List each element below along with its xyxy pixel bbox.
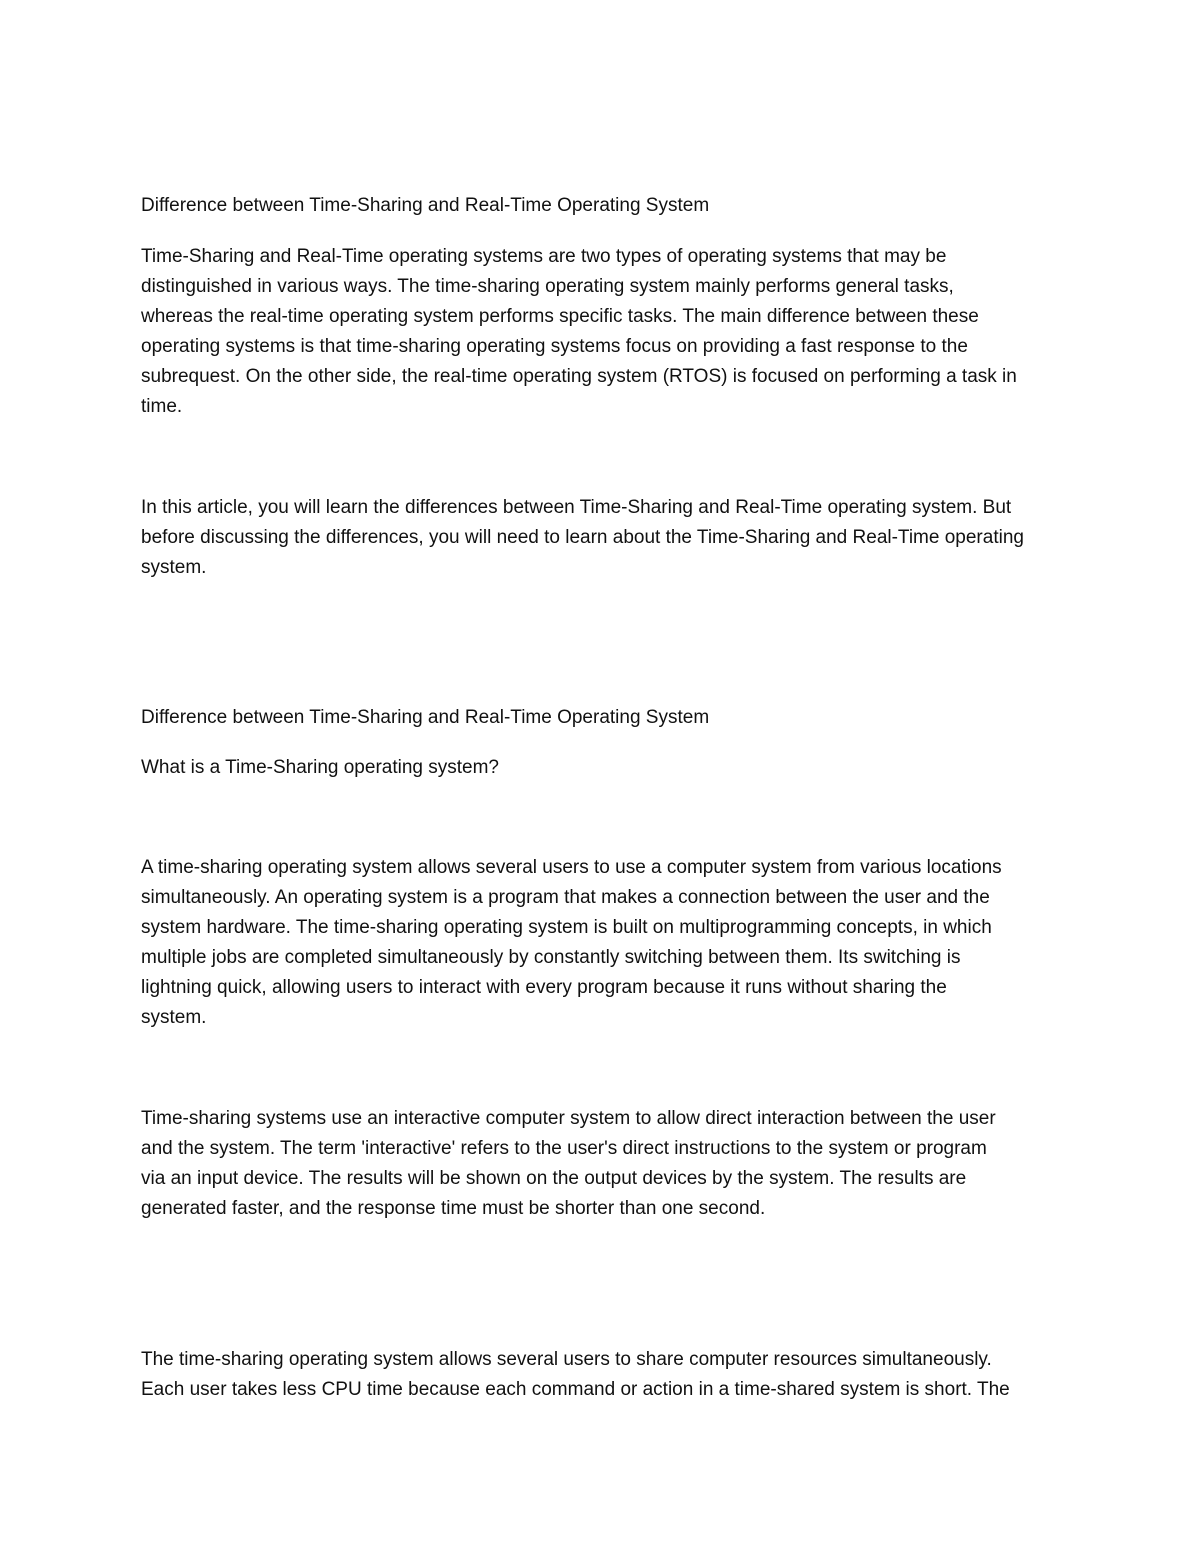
paragraph-line: operating systems is that time-sharing operating systems focus on providing a fast response to the [141, 336, 968, 357]
paragraph-line: Time-Sharing and Real-Time operating systems are two types of operating systems that may be [141, 246, 947, 267]
paragraph-line: simultaneously. An operating system is a program that makes a connection between the user and the [141, 887, 990, 908]
paragraph-line: Time-sharing systems use an interactive computer system to allow direct interaction between the user [141, 1108, 996, 1129]
paragraph-line: system hardware. The time-sharing operating system is built on multiprogramming concepts, in which [141, 917, 992, 938]
paragraph-line: distinguished in various ways. The time-sharing operating system mainly performs general tasks, [141, 276, 954, 297]
definition-paragraph [141, 853, 1071, 1033]
heading-difference-repeat [141, 703, 1071, 733]
heading-line: Difference between Time-Sharing and Real-Time Operating System [141, 195, 710, 216]
heading-difference [141, 191, 1071, 221]
paragraph-line: whereas the real-time operating system performs specific tasks. The main difference between these [141, 306, 979, 327]
paragraph-line: and the system. The term 'interactive' refers to the user's direct instructions to the system or program [141, 1138, 987, 1159]
paragraph-line: via an input device. The results will be shown on the output devices by the system. The results are [141, 1168, 967, 1189]
paragraph-line: subrequest. On the other side, the real-time operating system (RTOS) is focused on performing a task in [141, 366, 1017, 387]
heading-what-is-time-sharing [141, 753, 1071, 783]
paragraph-line: The time-sharing operating system allows several users to share computer resources simultaneously. [141, 1349, 992, 1370]
paragraph-line: before discussing the differences, you will need to learn about the Time-Sharing and Real-Time operating [141, 527, 1024, 548]
paragraph-line: Each user takes less CPU time because each command or action in a time-shared system is short. The [141, 1379, 1010, 1400]
heading-line: Difference between Time-Sharing and Real-Time Operating System [141, 707, 710, 728]
paragraph-line: time. [141, 396, 183, 417]
paragraph-line: In this article, you will learn the differences between Time-Sharing and Real-Time operating system. But [141, 497, 1012, 518]
paragraph-line: multiple jobs are completed simultaneously by constantly switching between them. Its switching is [141, 947, 961, 968]
paragraph-line: system. [141, 1007, 207, 1028]
paragraph-line: lightning quick, allowing users to interact with every program because it runs without sharing the [141, 977, 947, 998]
heading-line: What is a Time-Sharing operating system? [141, 757, 499, 778]
intro-paragraph [141, 242, 1071, 422]
paragraph-line: system. [141, 557, 207, 578]
paragraph-line: generated faster, and the response time must be shorter than one second. [141, 1198, 766, 1219]
resources-paragraph [141, 1345, 1071, 1405]
paragraph-line: A time-sharing operating system allows several users to use a computer system from various locations [141, 857, 1002, 878]
article-paragraph [141, 493, 1071, 583]
interactive-paragraph [141, 1104, 1071, 1224]
